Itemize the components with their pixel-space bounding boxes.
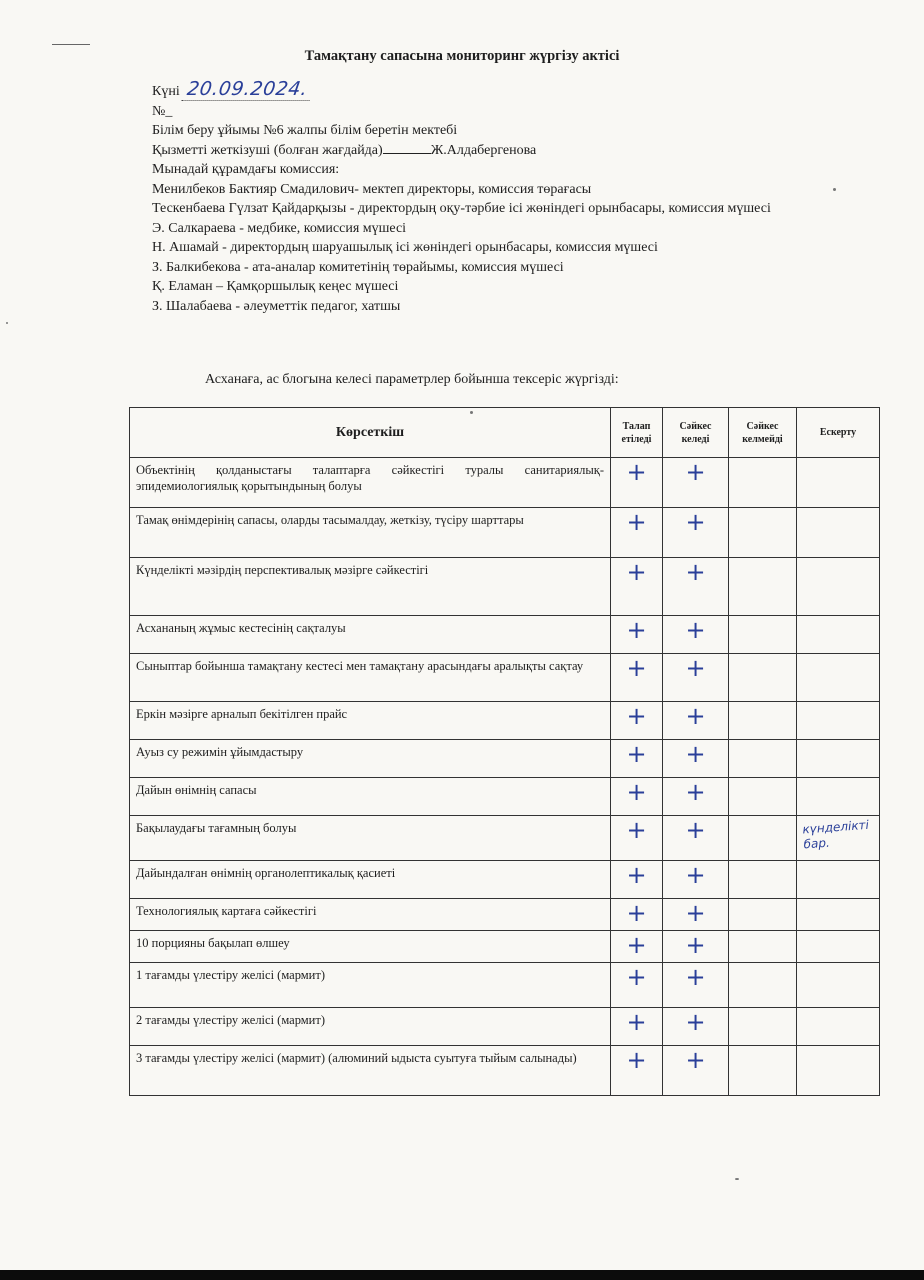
compliant-cell (663, 616, 729, 654)
table-row (130, 458, 880, 508)
table-row (130, 931, 880, 963)
note-cell (797, 616, 880, 654)
criterion-cell: 1 тағамды үлестіру желісі (мармит) (130, 963, 611, 1008)
note-cell (797, 740, 880, 778)
compliant-cell (663, 861, 729, 899)
table-header-row (130, 408, 880, 458)
paper-speck (735, 1178, 739, 1180)
noncompliant-cell (729, 702, 797, 740)
note-cell (797, 458, 880, 508)
supplier-label: Қызметті жеткізуші (болған жағдайда) (152, 142, 383, 158)
handwritten-note (803, 901, 873, 906)
required-cell (611, 861, 663, 899)
compliant-mark: + (685, 616, 706, 644)
header-noncompliant: Сәйкес келмейді (729, 408, 797, 458)
document-title: Тамақтану сапасына мониторинг жүргізу актісі (304, 48, 620, 64)
required-mark: + (626, 963, 647, 991)
table-row (130, 1008, 880, 1046)
required-cell (611, 899, 663, 931)
compliant-mark: + (685, 740, 706, 768)
compliant-cell (663, 816, 729, 861)
handwritten-note (803, 863, 873, 868)
criterion-cell: 3 тағамды үлестіру желісі (мармит) (алюминий ыдыста суытуға тыйым салынады) (130, 1046, 611, 1096)
handwritten-note (803, 560, 873, 565)
member-7: З. Шалабаева - әлеуметтік педагог, хатшы (152, 298, 401, 314)
handwritten-note (803, 1048, 873, 1053)
table-row (130, 816, 880, 861)
required-mark: + (626, 616, 647, 644)
compliant-cell (663, 508, 729, 558)
margin-dash (52, 44, 90, 45)
required-mark: + (626, 740, 647, 768)
date-label: Күні (152, 84, 180, 99)
note-cell (797, 508, 880, 558)
compliant-cell (663, 740, 729, 778)
note-cell (797, 702, 880, 740)
compliant-cell (663, 931, 729, 963)
handwritten-note (803, 742, 873, 747)
paper-speck (833, 188, 836, 191)
required-cell (611, 508, 663, 558)
compliant-mark: + (685, 963, 706, 991)
required-mark: + (626, 778, 647, 806)
table-row (130, 654, 880, 702)
member-4: Н. Ашамай - директордың шаруашылық ісі жөніндегі орынбасары, комиссия мүшесі (152, 240, 658, 255)
noncompliant-cell (729, 1008, 797, 1046)
note-cell (797, 558, 880, 616)
table-row (130, 740, 880, 778)
compliant-mark: + (685, 1008, 706, 1036)
required-cell (611, 1008, 663, 1046)
date-line (152, 80, 864, 102)
compliant-cell (663, 1008, 729, 1046)
compliant-mark: + (685, 816, 706, 844)
required-cell (611, 778, 663, 816)
required-mark: + (626, 1046, 647, 1074)
note-cell (797, 778, 880, 816)
required-mark: + (626, 508, 647, 536)
supplier-line (152, 141, 864, 161)
required-mark: + (626, 899, 647, 927)
criterion-cell: Бақылаудағы тағамның болуы (130, 816, 611, 861)
criterion-cell: Тамақ өнімдерінің сапасы, оларды тасымалдау, жеткізу, түсіру шарттары (130, 508, 611, 558)
note-cell (797, 654, 880, 702)
table-row (130, 963, 880, 1008)
handwritten-note (803, 460, 873, 465)
compliant-mark: + (685, 1046, 706, 1074)
header-required: Талап етіледі (611, 408, 663, 458)
note-cell (797, 816, 880, 861)
noncompliant-cell (729, 558, 797, 616)
required-cell (611, 702, 663, 740)
supplier-blank (383, 141, 431, 154)
table-row (130, 702, 880, 740)
note-cell (797, 1046, 880, 1096)
required-cell (611, 458, 663, 508)
required-cell (611, 558, 663, 616)
compliant-mark: + (685, 702, 706, 730)
table-row (130, 861, 880, 899)
required-cell (611, 740, 663, 778)
handwritten-note (803, 1010, 873, 1015)
compliant-cell (663, 1046, 729, 1096)
compliant-mark: + (685, 931, 706, 959)
compliant-cell (663, 558, 729, 616)
table-row (130, 508, 880, 558)
member-3: Э. Салкараева - медбике, комиссия мүшесі (152, 220, 407, 236)
supplier-name: Ж.Алдабергенова (430, 142, 537, 158)
noncompliant-cell (729, 616, 797, 654)
note-cell (797, 1008, 880, 1046)
criterion-cell: Асхананың жұмыс кестесінің сақталуы (130, 616, 611, 654)
handwritten-date: 20.09.2024. (182, 80, 313, 101)
note-cell (797, 963, 880, 1008)
table-row (130, 899, 880, 931)
table-row (130, 616, 880, 654)
criterion-cell: Дайын өнімнің сапасы (130, 778, 611, 816)
compliant-mark: + (685, 778, 706, 806)
criterion-cell: Сыныптар бойынша тамақтану кестесі мен тамақтану арасындағы аралықты сақтау (130, 654, 611, 702)
required-cell (611, 654, 663, 702)
required-mark: + (626, 816, 647, 844)
member-1: Менилбеков Бактияр Смадилович- мектеп директоры, комиссия төрағасы (152, 181, 592, 197)
handwritten-note (803, 965, 873, 970)
compliant-cell (663, 654, 729, 702)
handwritten-note (803, 704, 873, 709)
criterion-cell: 10 порцияны бақылап өлшеу (130, 931, 611, 963)
inspection-table (129, 407, 880, 1096)
criterion-cell: 2 тағамды үлестіру желісі (мармит) (130, 1008, 611, 1046)
handwritten-note: күнделікті бар. (802, 817, 870, 852)
note-cell (797, 899, 880, 931)
paper-speck (6, 322, 8, 324)
handwritten-note (803, 618, 873, 623)
note-cell (797, 861, 880, 899)
required-mark: + (626, 931, 647, 959)
compliant-cell (663, 899, 729, 931)
noncompliant-cell (729, 861, 797, 899)
table-row (130, 1046, 880, 1096)
header-indicator: Көрсеткіш (130, 408, 611, 458)
member-2: Тескенбаева Гүлзат Қайдарқызы - директордың оқу-тәрбие ісі жөніндегі орынбасары, комиссия мүшесі (152, 201, 771, 216)
required-cell (611, 931, 663, 963)
compliant-mark: + (685, 861, 706, 889)
noncompliant-cell (729, 508, 797, 558)
table-row (130, 558, 880, 616)
required-cell (611, 1046, 663, 1096)
required-cell (611, 616, 663, 654)
compliant-mark: + (685, 654, 706, 682)
noncompliant-cell (729, 654, 797, 702)
criterion-cell: Дайындалған өнімнің органолептикалық қасиеті (130, 861, 611, 899)
compliant-mark: + (685, 458, 706, 486)
note-cell (797, 931, 880, 963)
handwritten-note (803, 780, 873, 785)
commission-intro: Мынадай құрамдағы комиссия: (152, 162, 340, 177)
handwritten-note (803, 933, 873, 938)
compliant-cell (663, 963, 729, 1008)
compliant-cell (663, 778, 729, 816)
number-line: №_ (152, 103, 173, 119)
compliant-mark: + (685, 899, 706, 927)
required-mark: + (626, 702, 647, 730)
noncompliant-cell (729, 931, 797, 963)
noncompliant-cell (729, 458, 797, 508)
required-mark: + (626, 861, 647, 889)
inspection-intro: Асханаға, ас блогына келесі параметрлер бойынша тексеріс жүргізді: (205, 372, 619, 387)
noncompliant-cell (729, 740, 797, 778)
required-cell (611, 816, 663, 861)
handwritten-note (803, 656, 873, 661)
header-note: Ескерту (797, 408, 880, 458)
criterion-cell: Объектінің қолданыстағы талаптарға сәйкестігі туралы санитариялық-эпидемиологиялық қорытындының болуы (130, 458, 611, 508)
noncompliant-cell (729, 778, 797, 816)
member-6: Қ. Еламан – Қамқоршылық кеңес мүшесі (152, 279, 399, 294)
compliant-cell (663, 458, 729, 508)
table-row (130, 778, 880, 816)
header-compliant: Сәйкес келеді (663, 408, 729, 458)
noncompliant-cell (729, 963, 797, 1008)
noncompliant-cell (729, 1046, 797, 1096)
document-header (152, 80, 864, 316)
compliant-cell (663, 702, 729, 740)
required-cell (611, 963, 663, 1008)
compliant-mark: + (685, 558, 706, 586)
compliant-mark: + (685, 508, 706, 536)
required-mark: + (626, 458, 647, 486)
criterion-cell: Ауыз су режимін ұйымдастыру (130, 740, 611, 778)
paper-speck (470, 411, 473, 414)
criterion-cell: Еркін мәзірге арналып бекітілген прайс (130, 702, 611, 740)
organization-line: Білім беру ұйымы №6 жалпы білім беретін мектебі (152, 123, 458, 138)
noncompliant-cell (729, 816, 797, 861)
table-body (130, 458, 880, 1096)
criterion-cell: Технологиялық картаға сәйкестігі (130, 899, 611, 931)
required-mark: + (626, 654, 647, 682)
handwritten-note (803, 510, 873, 515)
member-5: З. Балкибекова - ата-аналар комитетінің төрайымы, комиссия мүшесі (152, 259, 564, 275)
required-mark: + (626, 558, 647, 586)
scan-edge (0, 1270, 924, 1280)
required-mark: + (626, 1008, 647, 1036)
criterion-cell: Күнделікті мәзірдің перспективалық мәзірге сәйкестігі (130, 558, 611, 616)
noncompliant-cell (729, 899, 797, 931)
